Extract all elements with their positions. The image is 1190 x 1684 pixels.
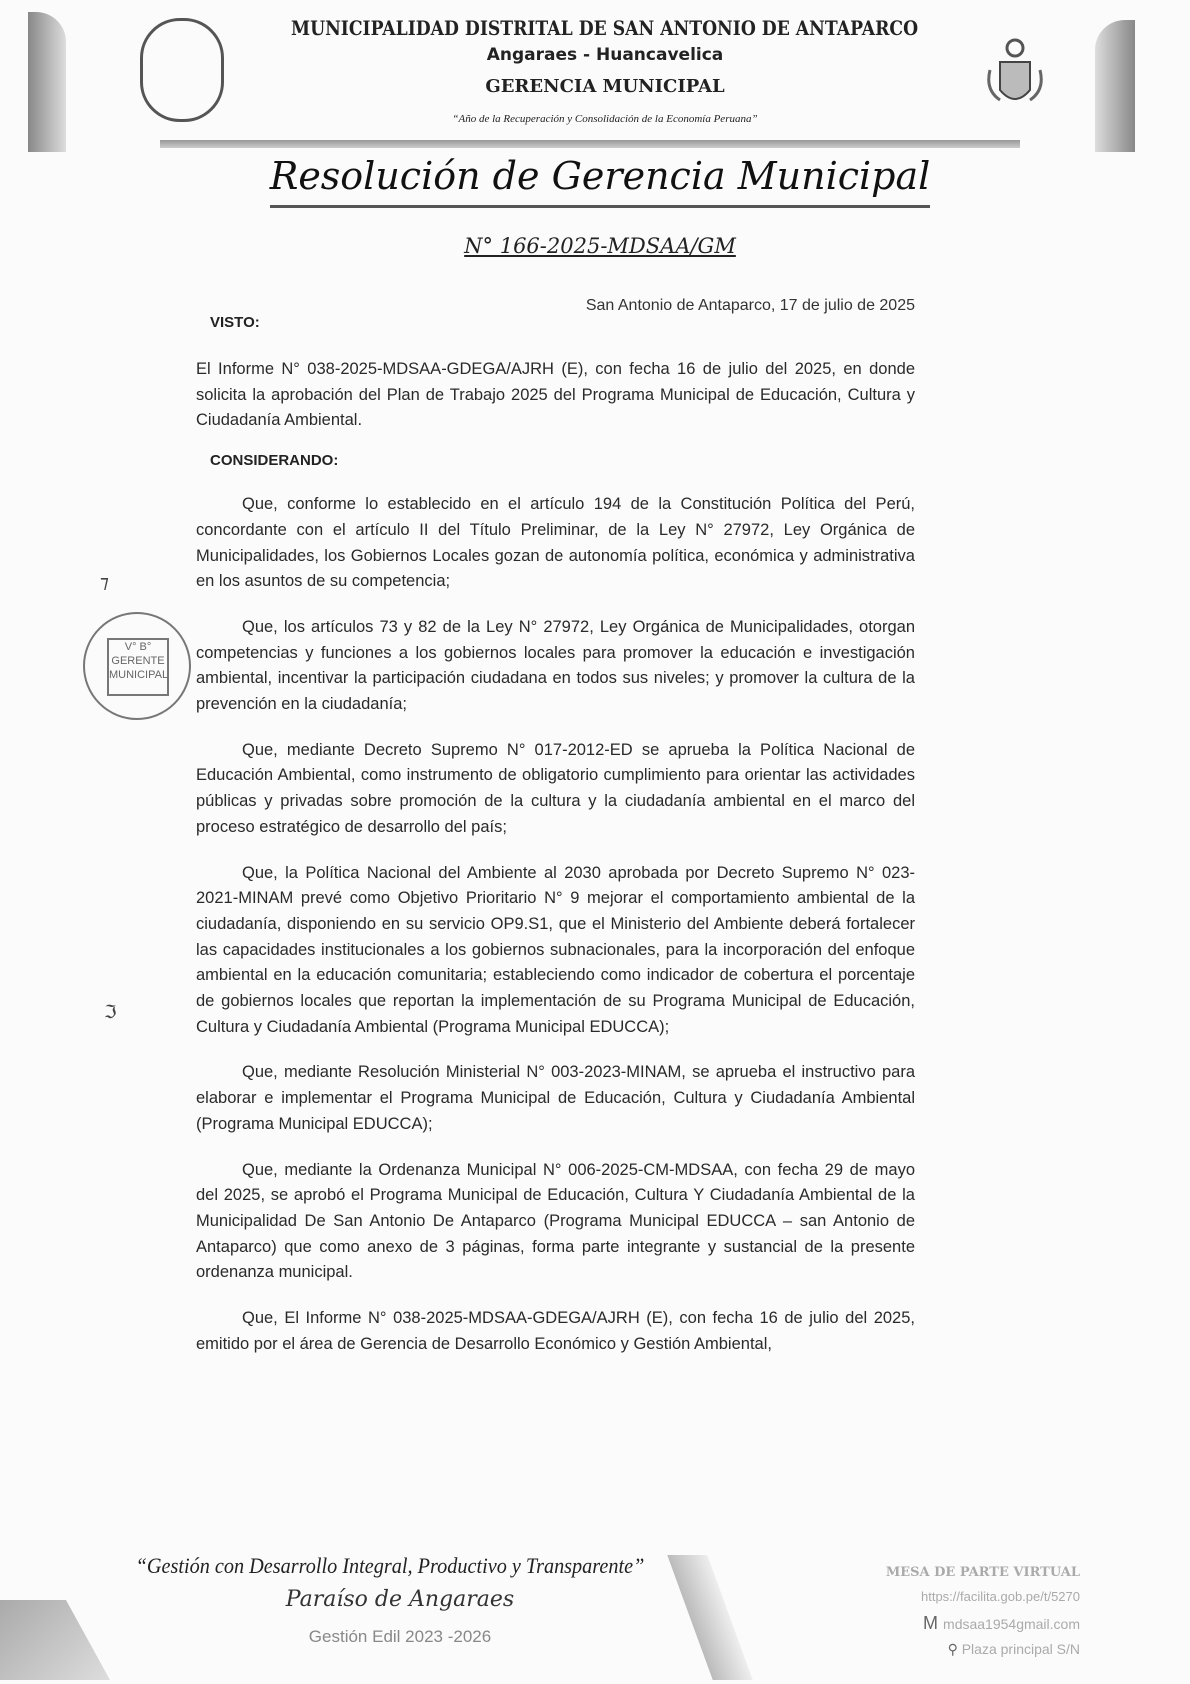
initial-mark: ℑ <box>104 1002 117 1022</box>
email-row <box>780 1612 1080 1635</box>
considerando-paragraph: Que, mediante Resolución Ministerial N° 003-2023-MINAM, se aprueba el instructivo para elaborar e implementar el Programa Municipal de Educación, Cultura y Ciudadanía Ambiental (Programa Municipal EDUCCA); <box>196 1063 915 1133</box>
header-decoration-left <box>28 12 66 152</box>
approval-stamp <box>83 612 191 720</box>
municipal-seal-logo <box>140 18 224 122</box>
office-name: GERENCIA MUNICIPAL <box>485 76 725 97</box>
year-motto: “Año de la Recuperación y Consolidación de la Economía Peruana” <box>452 113 758 125</box>
mail-icon: M <box>923 1613 944 1633</box>
considerando-paragraph: Que, conforme lo establecido en el artículo 194 de la Constitución Política del Perú, concordante con el artículo II del Título Preliminar, de la Ley N° 27972, Ley Orgánica de Municipalidades, los Gobiernos Locales gozan de autonomía política, económica y administrativa en los asuntos de su competencia; <box>196 495 915 591</box>
considerando-paragraph: Que, los artículos 73 y 82 de la Ley N° 27972, Ley Orgánica de Municipalidades, otorgan competencias y funciones a los gobiernos locales para promover la educación e investigación ambiental, incentivar la participación ciudadana en todos sus niveles; y promover la cultura de la prevención en la ciudadanía; <box>196 617 915 714</box>
visto-heading: VISTO: <box>210 314 260 331</box>
considerando-paragraph: Que, la Política Nacional del Ambiente al 2030 aprobada por Decreto Supremo N° 023-2021-MINAM prevé como Objetivo Prioritario N° 9 mejorar el comportamiento ambiental de la ciudadanía, disponiendo en su servicio OP9.S1, que el Ministerio del Ambiente deberá fortalecer las capacidades institucionales a los gobiernos subnacionales, para la incorporación del enfoque ambiental en la educación comunitaria; estableciendo como indicador de cobertura el porcentaje de gobiernos locales que reportan la implementación de su Programa Municipal de Educación, Cultura y Ciudadanía Ambiental (Programa Municipal EDUCCA); <box>196 863 915 1036</box>
footer-term: Gestión Edil 2023 -2026 <box>308 1627 492 1646</box>
mesa-url[interactable]: https://facilita.gob.pe/t/5270 <box>921 1589 1080 1604</box>
location-pin-icon: ⚲ <box>947 1641 962 1657</box>
footer-brand: Paraíso de Angaraes <box>285 1587 515 1612</box>
document-body <box>196 314 915 1378</box>
resolution-number: N° 166-2025-MDSAA/GM <box>464 234 736 258</box>
document-title: Resolución de Gerencia Municipal <box>269 154 931 198</box>
peru-coat-of-arms-icon <box>985 30 1045 120</box>
institution-name: MUNICIPALIDAD DISTRITAL DE SAN ANTONIO DE ANTAPARCO <box>291 16 919 40</box>
letterhead <box>230 16 980 126</box>
header-decoration-right <box>1095 20 1135 152</box>
considerando-paragraph: Que, mediante la Ordenanza Municipal N° 006-2025-CM-MDSAA, con fecha 29 de mayo del 2025, se aprobó el Programa Municipal de Educación, Cultura Y Ciudadanía Ambiental de la Municipalidad De San Antonio De Antaparco (Programa Municipal EDUCCA – san Antonio de Antaparco) que como anexo de 3 páginas, forma parte integrante y sustancial de la presente ordenanza municipal. <box>196 1160 915 1282</box>
institution-location: Angaraes - Huancavelica <box>486 45 724 65</box>
considerando-paragraph: Que, mediante Decreto Supremo N° 017-2012-ED se aprueba la Política Nacional de Educación Ambiental, como instrumento de obligatorio cumplimiento para orientar las actividades públicas y privadas sobre promoción de la cultura y la ciudadanía ambiental en el marco del proceso estratégico de desarrollo del país; <box>196 740 915 836</box>
email-text[interactable]: mdsaa1954gmail.com <box>943 1616 1080 1632</box>
header-divider <box>160 140 1020 148</box>
document-date: San Antonio de Antaparco, 17 de julio de 2025 <box>585 297 915 314</box>
initial-mark: ⁊ <box>100 572 109 592</box>
considerando-paragraph: Que, El Informe N° 038-2025-MDSAA-GDEGA/AJRH (E), con fecha 16 de julio del 2025, emitido por el área de Gerencia de Desarrollo Económico y Gestión Ambiental, <box>196 1309 915 1353</box>
footer-decoration-left <box>0 1600 110 1680</box>
footer-slogan: “Gestión con Desarrollo Integral, Productivo y Transparente” <box>135 1553 645 1578</box>
address-text: Plaza principal S/N <box>961 1641 1080 1657</box>
mesa-title: MESA DE PARTE VIRTUAL <box>885 1565 1080 1580</box>
considerando-heading: CONSIDERANDO: <box>210 452 339 470</box>
title-underline <box>270 205 930 208</box>
stamp-text: V° B° GERENTE MUNICIPAL <box>107 638 169 696</box>
address-row <box>780 1640 1080 1658</box>
visto-paragraph: El Informe N° 038-2025-MDSAA-GDEGA/AJRH (E), con fecha 16 de julio del 2025, en donde solicita la aprobación del Plan de Trabajo 2025 del Programa Municipal de Educación, Cultura y Ciudadanía Ambiental. <box>196 360 915 430</box>
